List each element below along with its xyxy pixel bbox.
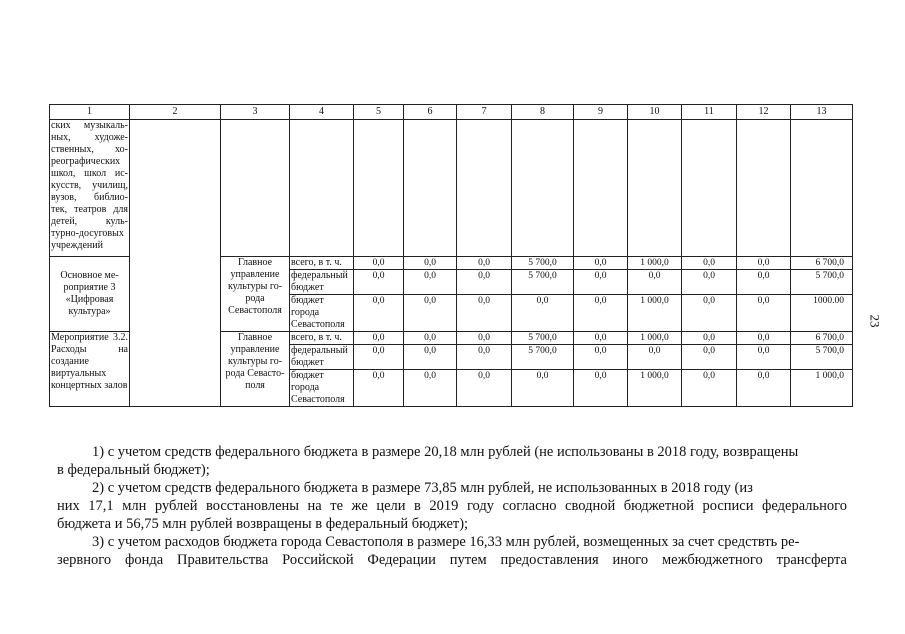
col2-cell [130,120,221,407]
value-cell: 5 700,0 [512,270,574,295]
value-cell: 0,0 [682,370,737,407]
value-cell: 1000.00 [791,295,853,332]
source-cell: бюджет города Севастополя [290,295,354,332]
value-cell: 0,0 [682,270,737,295]
value-cell: 0,0 [457,270,512,295]
col-header: 8 [512,105,574,120]
col-header: 7 [457,105,512,120]
value-cell: 0,0 [404,332,457,345]
value-cell: 0,0 [574,345,628,370]
value-cell: 0,0 [404,295,457,332]
source-cell: бюджет города Севастополя [290,370,354,407]
value-cell: 0,0 [574,295,628,332]
value-cell: 0,0 [457,332,512,345]
value-cell: 0,0 [404,270,457,295]
col-header: 12 [737,105,791,120]
footnote-3-line-1: 3) с учетом расходов бюджета города Севастополя в размере 16,33 млн рублей, возмещенных за счет средствть ре- [92,534,800,550]
value-cell: 0,0 [737,345,791,370]
value-cell: 1 000,0 [628,257,682,270]
value-cell: 0,0 [737,370,791,407]
value-cell: 6 700,0 [791,332,853,345]
value-cell: 0,0 [737,257,791,270]
executor: Главное управление культуры го-рода Севастополя [221,257,290,332]
footnote-3-line-2: зервного фонда Правительства Российской Федерации путем предоставления иного межбюджетного трансферта [57,552,847,568]
value-cell: 5 700,0 [791,345,853,370]
col-header: 2 [130,105,221,120]
value-cell: 1 000,0 [628,332,682,345]
value-cell: 0,0 [457,295,512,332]
value-cell: 0,0 [682,332,737,345]
col-header: 1 [50,105,130,120]
col-header: 13 [791,105,853,120]
value-cell: 0,0 [457,345,512,370]
value-cell: 5 700,0 [791,270,853,295]
footnote-1-line-2: в федеральный бюджет); [57,462,210,478]
value-cell: 5 700,0 [512,332,574,345]
executor: Главное управление культуры го-рода Севасто-поля [221,332,290,407]
table-row [50,120,853,257]
col-header: 10 [628,105,682,120]
source-cell: федеральный бюджет [290,345,354,370]
value-cell: 0,0 [354,295,404,332]
col-header: 5 [354,105,404,120]
value-cell: 0,0 [737,295,791,332]
source-cell: всего, в т. ч. [290,332,354,345]
footnotes [57,443,847,569]
value-cell: 0,0 [457,257,512,270]
value-cell: 1 000,0 [628,295,682,332]
value-cell: 0,0 [682,295,737,332]
table-header-row [50,105,853,120]
budget-table [49,104,853,407]
footnote-2-line-3: бюджета и 56,75 млн рублей возвращены в федеральный бюджет); [57,516,469,532]
value-cell: 0,0 [404,370,457,407]
value-cell: 5 700,0 [512,257,574,270]
value-cell: 0,0 [512,295,574,332]
value-cell: 0,0 [574,370,628,407]
value-cell: 1 000,0 [628,370,682,407]
footnote-1-line-1: 1) с учетом средств федерального бюджета в размере 20,18 млн рублей (не использованы в 2018 году, возвращены [92,444,799,460]
source-cell: всего, в т. ч. [290,257,354,270]
event-name: Мероприятие 3.2. Расходы на создание виртуальных концертных залов [50,332,130,407]
footnote-2-line-2: них 17,1 млн рублей восстановлены на те же цели в 2019 году согласно сводной бюджетной росписи федерального [57,498,847,514]
col-header: 3 [221,105,290,120]
value-cell: 0,0 [574,257,628,270]
col-header: 9 [574,105,628,120]
value-cell: 0,0 [354,270,404,295]
value-cell: 0,0 [737,332,791,345]
value-cell: 0,0 [354,332,404,345]
col-header: 4 [290,105,354,120]
value-cell: 0,0 [404,257,457,270]
page-number: 23 [867,314,883,328]
value-cell: 6 700,0 [791,257,853,270]
footnote-2-line-1: 2) с учетом средств федерального бюджета в размере 73,85 млн рублей, не использованных в 2018 году (из [92,480,753,496]
col-header: 11 [682,105,737,120]
value-cell: 0,0 [354,257,404,270]
value-cell: 0,0 [404,345,457,370]
intro-cell: ских музыкаль-ных, художе-ственных, хо-реографических школ, школ ис-кусств, училищ, вузов, библио-тек, театров для детей, куль-турно-досуговых учреждений [50,120,130,257]
value-cell: 1 000,0 [791,370,853,407]
value-cell: 0,0 [628,345,682,370]
value-cell: 0,0 [574,332,628,345]
value-cell: 0,0 [682,257,737,270]
value-cell: 0,0 [354,370,404,407]
col-header: 6 [404,105,457,120]
source-cell: федеральный бюджет [290,270,354,295]
value-cell: 0,0 [512,370,574,407]
value-cell: 5 700,0 [512,345,574,370]
value-cell: 0,0 [682,345,737,370]
value-cell: 0,0 [354,345,404,370]
value-cell: 0,0 [457,370,512,407]
event-name: Основное ме-роприятие 3 «Цифровая культура» [50,257,130,332]
value-cell: 0,0 [737,270,791,295]
value-cell: 0,0 [574,270,628,295]
value-cell: 0,0 [628,270,682,295]
